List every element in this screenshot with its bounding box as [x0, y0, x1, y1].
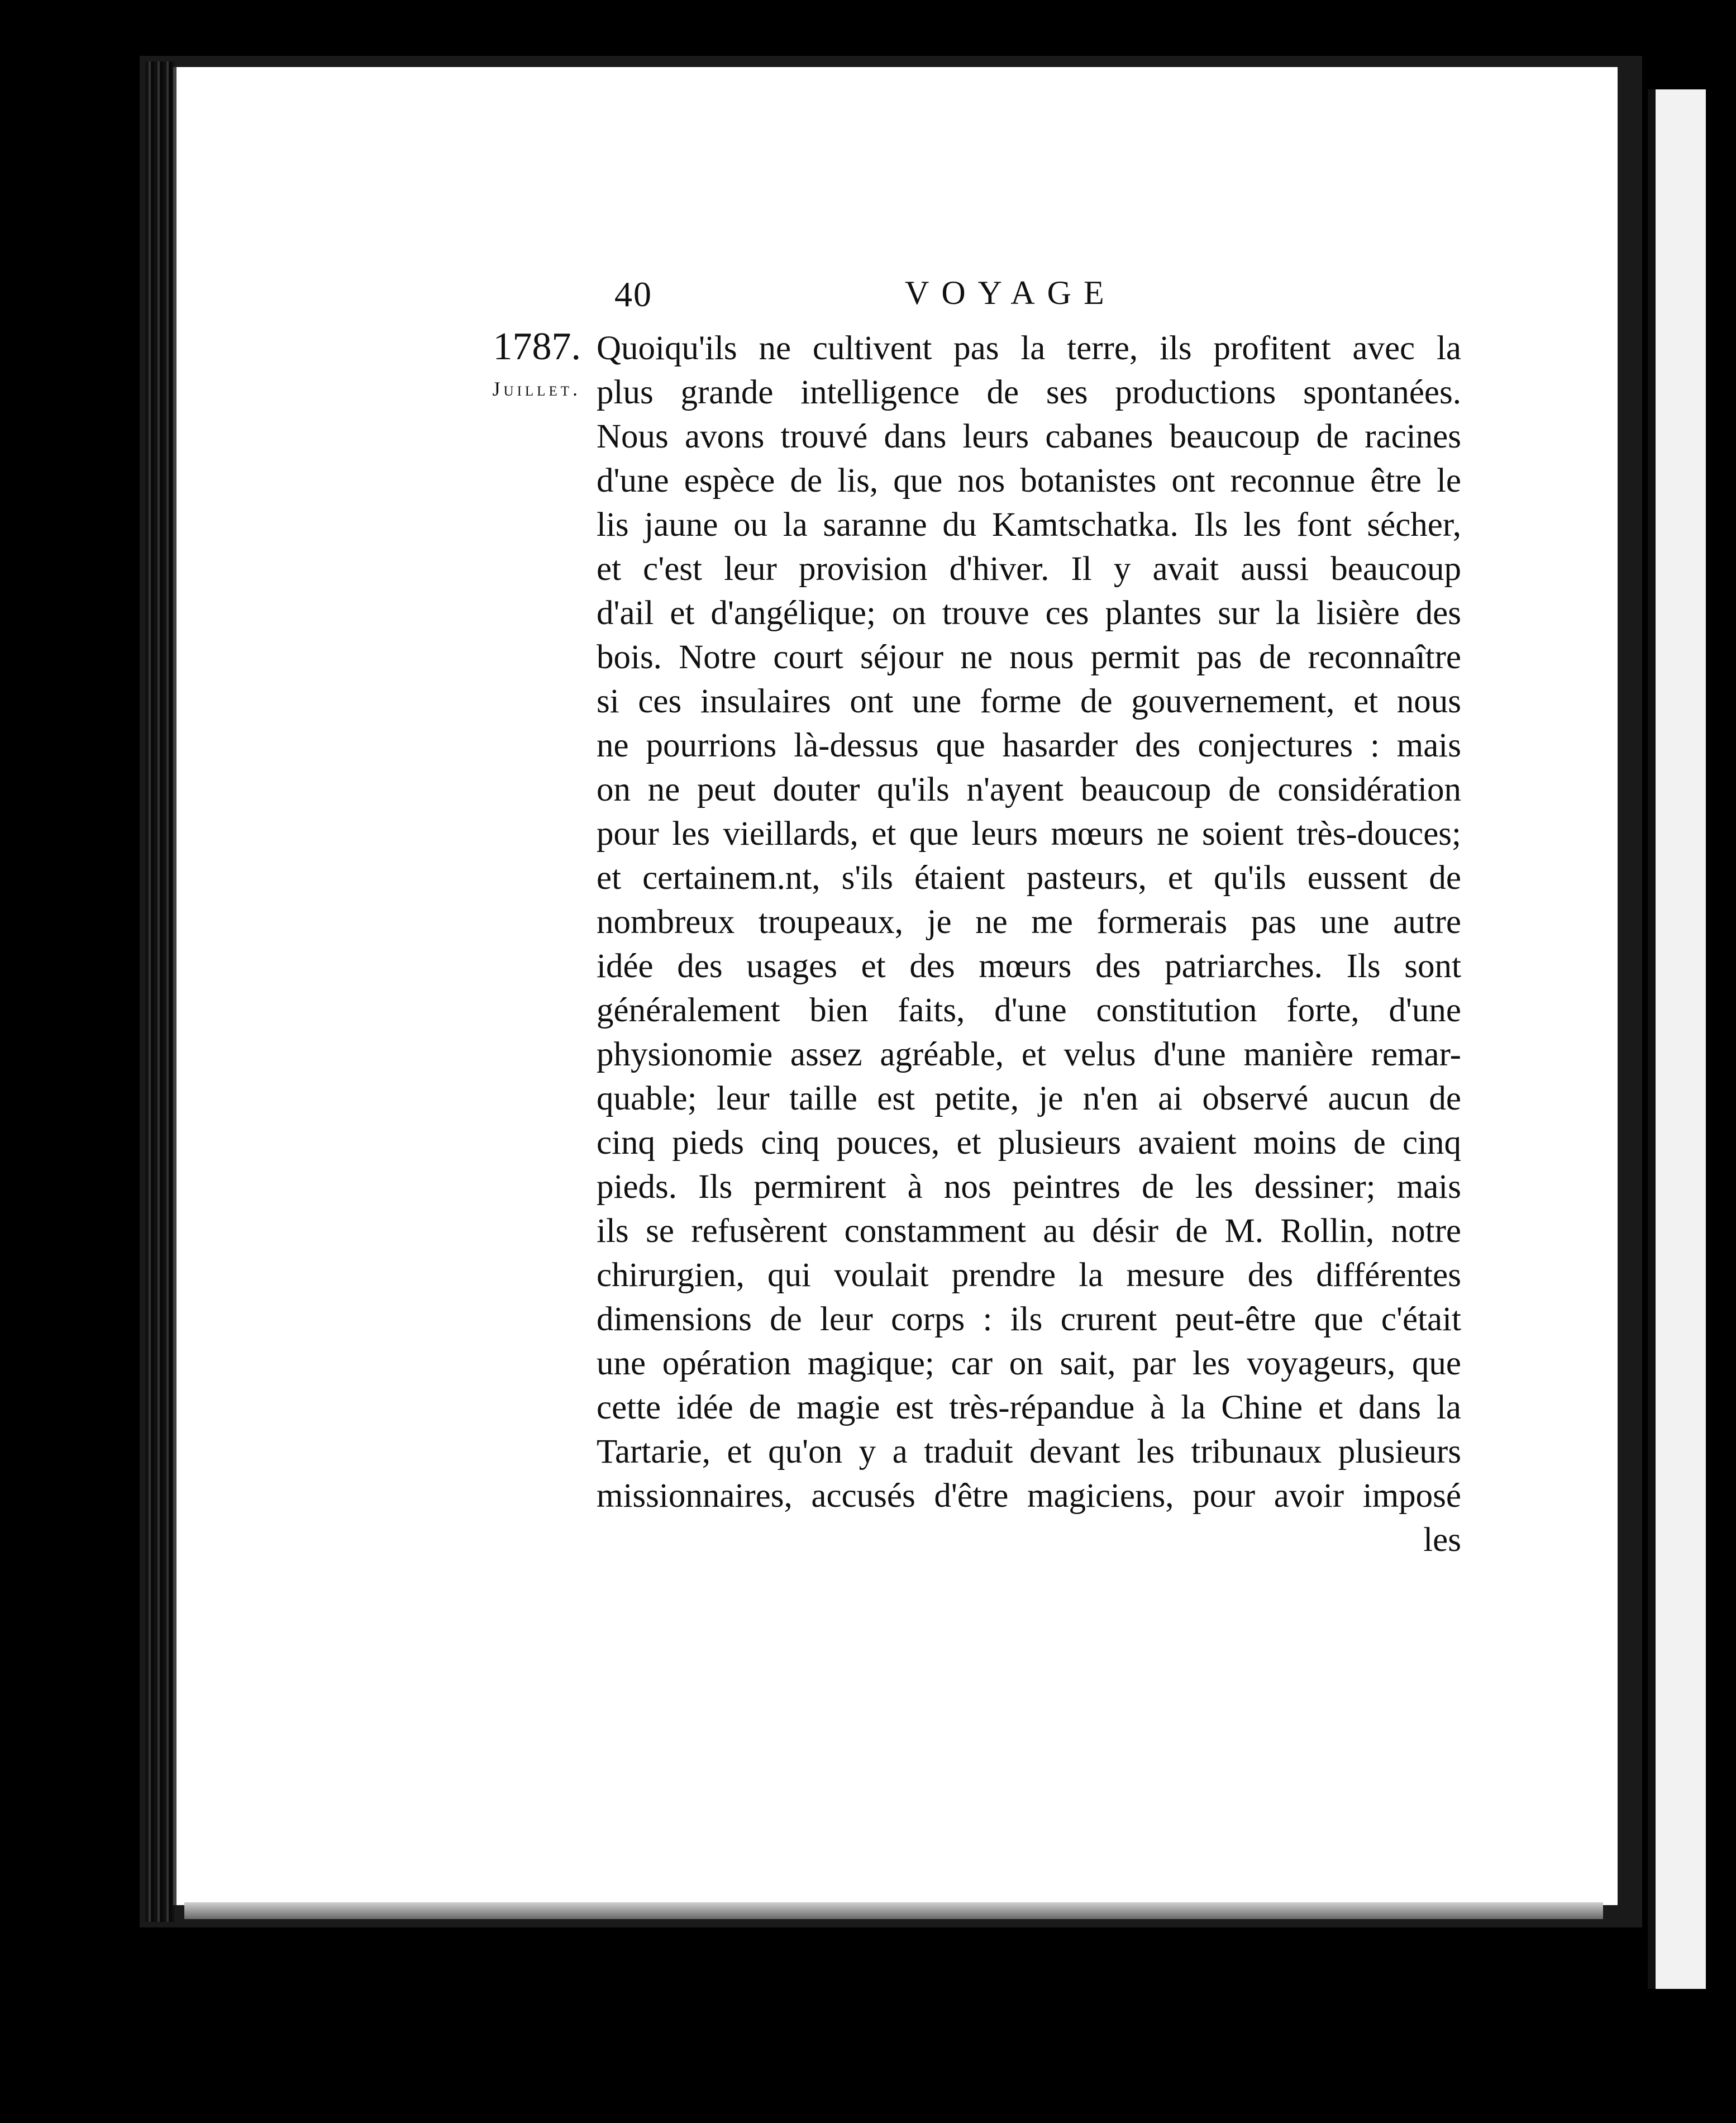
text-line: généralement bien faits, d'une constitution forte, d'une — [597, 992, 1461, 1029]
text-line: physionomie assez agréable, et velus d'une manière remar- — [597, 1036, 1461, 1073]
margin-year: 1787. — [493, 325, 581, 368]
text-line: d'ail et d'angélique; on trouve ces plantes sur la lisière des — [597, 594, 1461, 632]
facing-page-edge — [1648, 89, 1706, 1989]
text-line: d'une espèce de lis, que nos botanistes ont reconnue être le — [597, 462, 1461, 499]
margin-month: Juillet. — [492, 378, 581, 400]
running-title: VOYAGE — [905, 274, 1117, 311]
text-line: plus grande intelligence de ses productions spontanées. — [597, 374, 1461, 411]
page-bottom-edge — [184, 1902, 1603, 1919]
text-line: pour les vieillards, et que leurs mœurs ne soient très-douces; — [597, 815, 1461, 853]
text-line: et certainem.nt, s'ils étaient pasteurs, et qu'ils eussent de — [597, 859, 1461, 897]
text-line: dimensions de leur corps : ils crurent peut-être que c'était — [597, 1301, 1461, 1338]
page-number: 40 — [614, 274, 652, 314]
text-line: et c'est leur provision d'hiver. Il y avait aussi beaucoup — [597, 550, 1461, 588]
text-line: nombreux troupeaux, je ne me formerais pas une autre — [597, 903, 1461, 941]
text-line: chirurgien, qui voulait prendre la mesure des différentes — [597, 1256, 1461, 1294]
text-line: quable; leur taille est petite, je n'en ai observé aucun de — [597, 1080, 1461, 1117]
running-head — [603, 274, 1173, 324]
text-line: Tartarie, et qu'on y a traduit devant les tribunaux plusieurs — [597, 1433, 1461, 1470]
text-line: on ne peut douter qu'ils n'ayent beaucoup de considération — [597, 771, 1461, 808]
text-line: missionnaires, accusés d'être magiciens, pour avoir imposé — [597, 1477, 1461, 1515]
text-line: ils se refusèrent constamment au désir de M. Rollin, notre — [597, 1212, 1461, 1250]
text-line: si ces insulaires ont une forme de gouvernement, et nous — [597, 683, 1461, 720]
text-line: cette idée de magie est très-répandue à la Chine et dans la — [597, 1389, 1461, 1426]
catchword: les — [1423, 1521, 1461, 1559]
text-line: idée des usages et des mœurs des patriarches. Ils sont — [597, 948, 1461, 985]
text-line: ne pourrions là-dessus que hasarder des conjectures : mais — [597, 727, 1461, 764]
text-line: lis jaune ou la saranne du Kamtschatka. Ils les font sécher, — [597, 506, 1461, 544]
text-line: bois. Notre court séjour ne nous permit pas de reconnaître — [597, 639, 1461, 676]
page-edge-left — [145, 61, 174, 1922]
text-line: une opération magique; car on sait, par les voyageurs, que — [597, 1345, 1461, 1382]
margin-date-note — [441, 325, 581, 409]
text-line: pieds. Ils permirent à nos peintres de les dessiner; mais — [597, 1168, 1461, 1206]
body-text — [597, 326, 1461, 1562]
text-line: Nous avons trouvé dans leurs cabanes beaucoup de racines — [597, 418, 1461, 455]
text-line: Quoiqu'ils ne cultivent pas la terre, ils profitent avec la — [597, 330, 1461, 367]
text-line: cinq pieds cinq pouces, et plusieurs avaient moins de cinq — [597, 1124, 1461, 1162]
